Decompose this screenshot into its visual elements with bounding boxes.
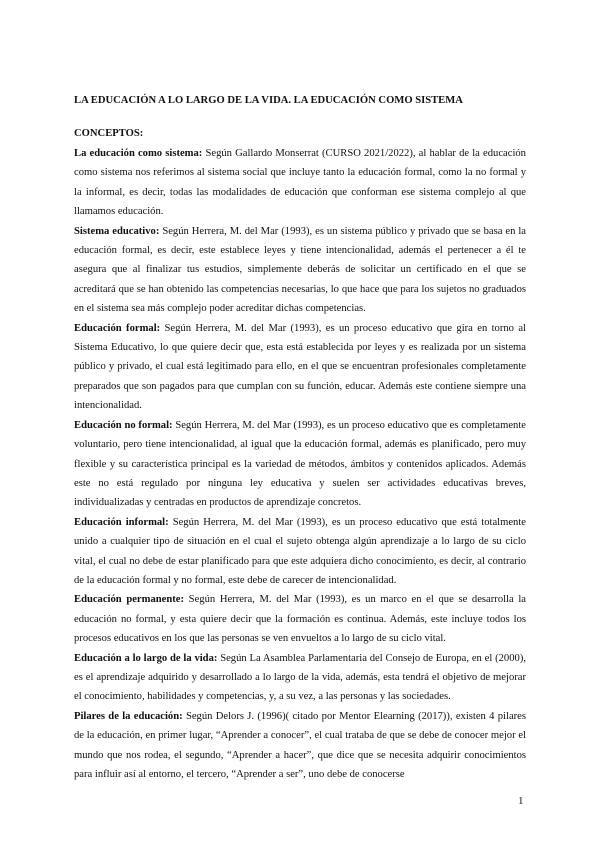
paragraph-sistema-educativo <box>74 222 526 319</box>
paragraph-term: Educación informal: <box>74 516 169 528</box>
paragraph-educacion-a-lo-largo-de-la-vida <box>74 649 526 707</box>
paragraph-term: Educación a lo largo de la vida: <box>74 652 218 664</box>
paragraph-text: Según Herrera, M. del Mar (1993), es un proceso educativo que está totalmente unido a cualquier tipo de situación en el cual el sujeto obtenga algún aprendizaje a lo largo de su ciclo vital, el cual no debe de estar planificado para que este adquiera dicho conocimiento, es decir, al contrario de la educación formal y no formal, este debe de carecer de intencionalidad. <box>74 516 526 586</box>
paragraph-educacion-formal <box>74 319 526 416</box>
paragraph-term: Sistema educativo: <box>74 225 160 237</box>
document-title: LA EDUCACIÓN A LO LARGO DE LA VIDA. LA EDUCACIÓN COMO SISTEMA <box>74 95 463 106</box>
paragraph-educacion-informal <box>74 513 526 591</box>
paragraph-term: Educación permanente: <box>74 594 185 606</box>
paragraph-text: Según Delors J. (1996)( citado por Mentor Elearning (2017)), existen 4 pilares de la educación, en primer lugar, “Aprender a conocer”, el cual trataba de que se debe de conocer mejor el mundo que nos rodea, el segundo, “Aprender a hacer”, que dice que se necesita adquirir conocimientos para influir así al entorno, el tercero, “Aprender a ser”, uno debe de conocerse <box>74 710 526 780</box>
paragraph-text: Según Gallardo Monserrat (CURSO 2021/2022), al hablar de la educación como sistema nos referimos al sistema social que incluye tanto la educación formal, como la no formal y la informal, es decir, todas las modalidades de educación que conforman ese sistema complejo al que llamamos educación. <box>74 148 526 218</box>
paragraph-term: La educación como sistema: <box>74 148 203 159</box>
paragraph-text: Según Herrera, M. del Mar (1993), es un marco en el que se desarrolla la educación no formal, y esta quiere decir que la formación es continua. Además, este incluye todos los procesos educativos en los que las personas se ven envueltos a lo largo de su ciclo vital. <box>74 594 527 645</box>
paragraph-term: Educación formal: <box>74 322 161 334</box>
paragraph-educacion-como-sistema <box>74 144 526 222</box>
page-content <box>74 94 526 784</box>
paragraph-text: Según Herrera, M. del Mar (1993), es un proceso educativo que gira en torno al Sistema Educativo, lo que quiere decir que, esta está establecida por leyes y es realizada por un sistema público y privado, el cual está legitimado para ello, en el que se encuentran profesionales completamente preparados que son pagados para que cumplan con su función, educar. Además este contiene siempre una intencionalidad. <box>74 322 526 412</box>
paragraph-educacion-permanente <box>74 590 526 648</box>
paragraph-text: Según Herrera, M. del Mar (1993), es un sistema público y privado que se basa en la educación formal, es decir, este establece leyes y tiene intencionalidad, además el pertenecer a él te asegura que al finalizar tus estudios, simplemente deberás de solicitar un certificado en el que se acreditará que se han obtenido las competencias necesarias, lo que hace que para los sujetos no graduados en el sistema sea más complejo poder acreditar dichas competencias. <box>74 225 526 315</box>
paragraph-term: Educación no formal: <box>74 419 173 431</box>
section-heading: CONCEPTOS: <box>74 128 144 139</box>
page-number: 1 <box>518 795 524 807</box>
paragraph-text: Según La Asamblea Parlamentaria del Consejo de Europa, en el (2000), es el aprendizaje adquirido y desarrollado a lo largo de la vida, además, esta tendrá el objetivo de mejorar el conocimiento, habilidades y competencias, y, a su vez, a las personas y las sociedades. <box>74 652 526 703</box>
paragraph-pilares-de-la-educacion <box>74 707 526 785</box>
paragraph-text: Según Herrera, M. del Mar (1993), es un proceso educativo que es completamente voluntario, pero tiene intencionalidad, al igual que la educación formal, además es planificado, pero muy flexible y su característica principal es la variedad de métodos, ámbitos y contenidos aplicados. Además este no está regulado por ninguna ley educativa y suelen ser actividades educativas breves, individualizadas y centradas en productos de aprendizaje concretos. <box>74 419 526 509</box>
paragraph-educacion-no-formal <box>74 416 526 513</box>
paragraph-term: Pilares de la educación: <box>74 710 183 722</box>
